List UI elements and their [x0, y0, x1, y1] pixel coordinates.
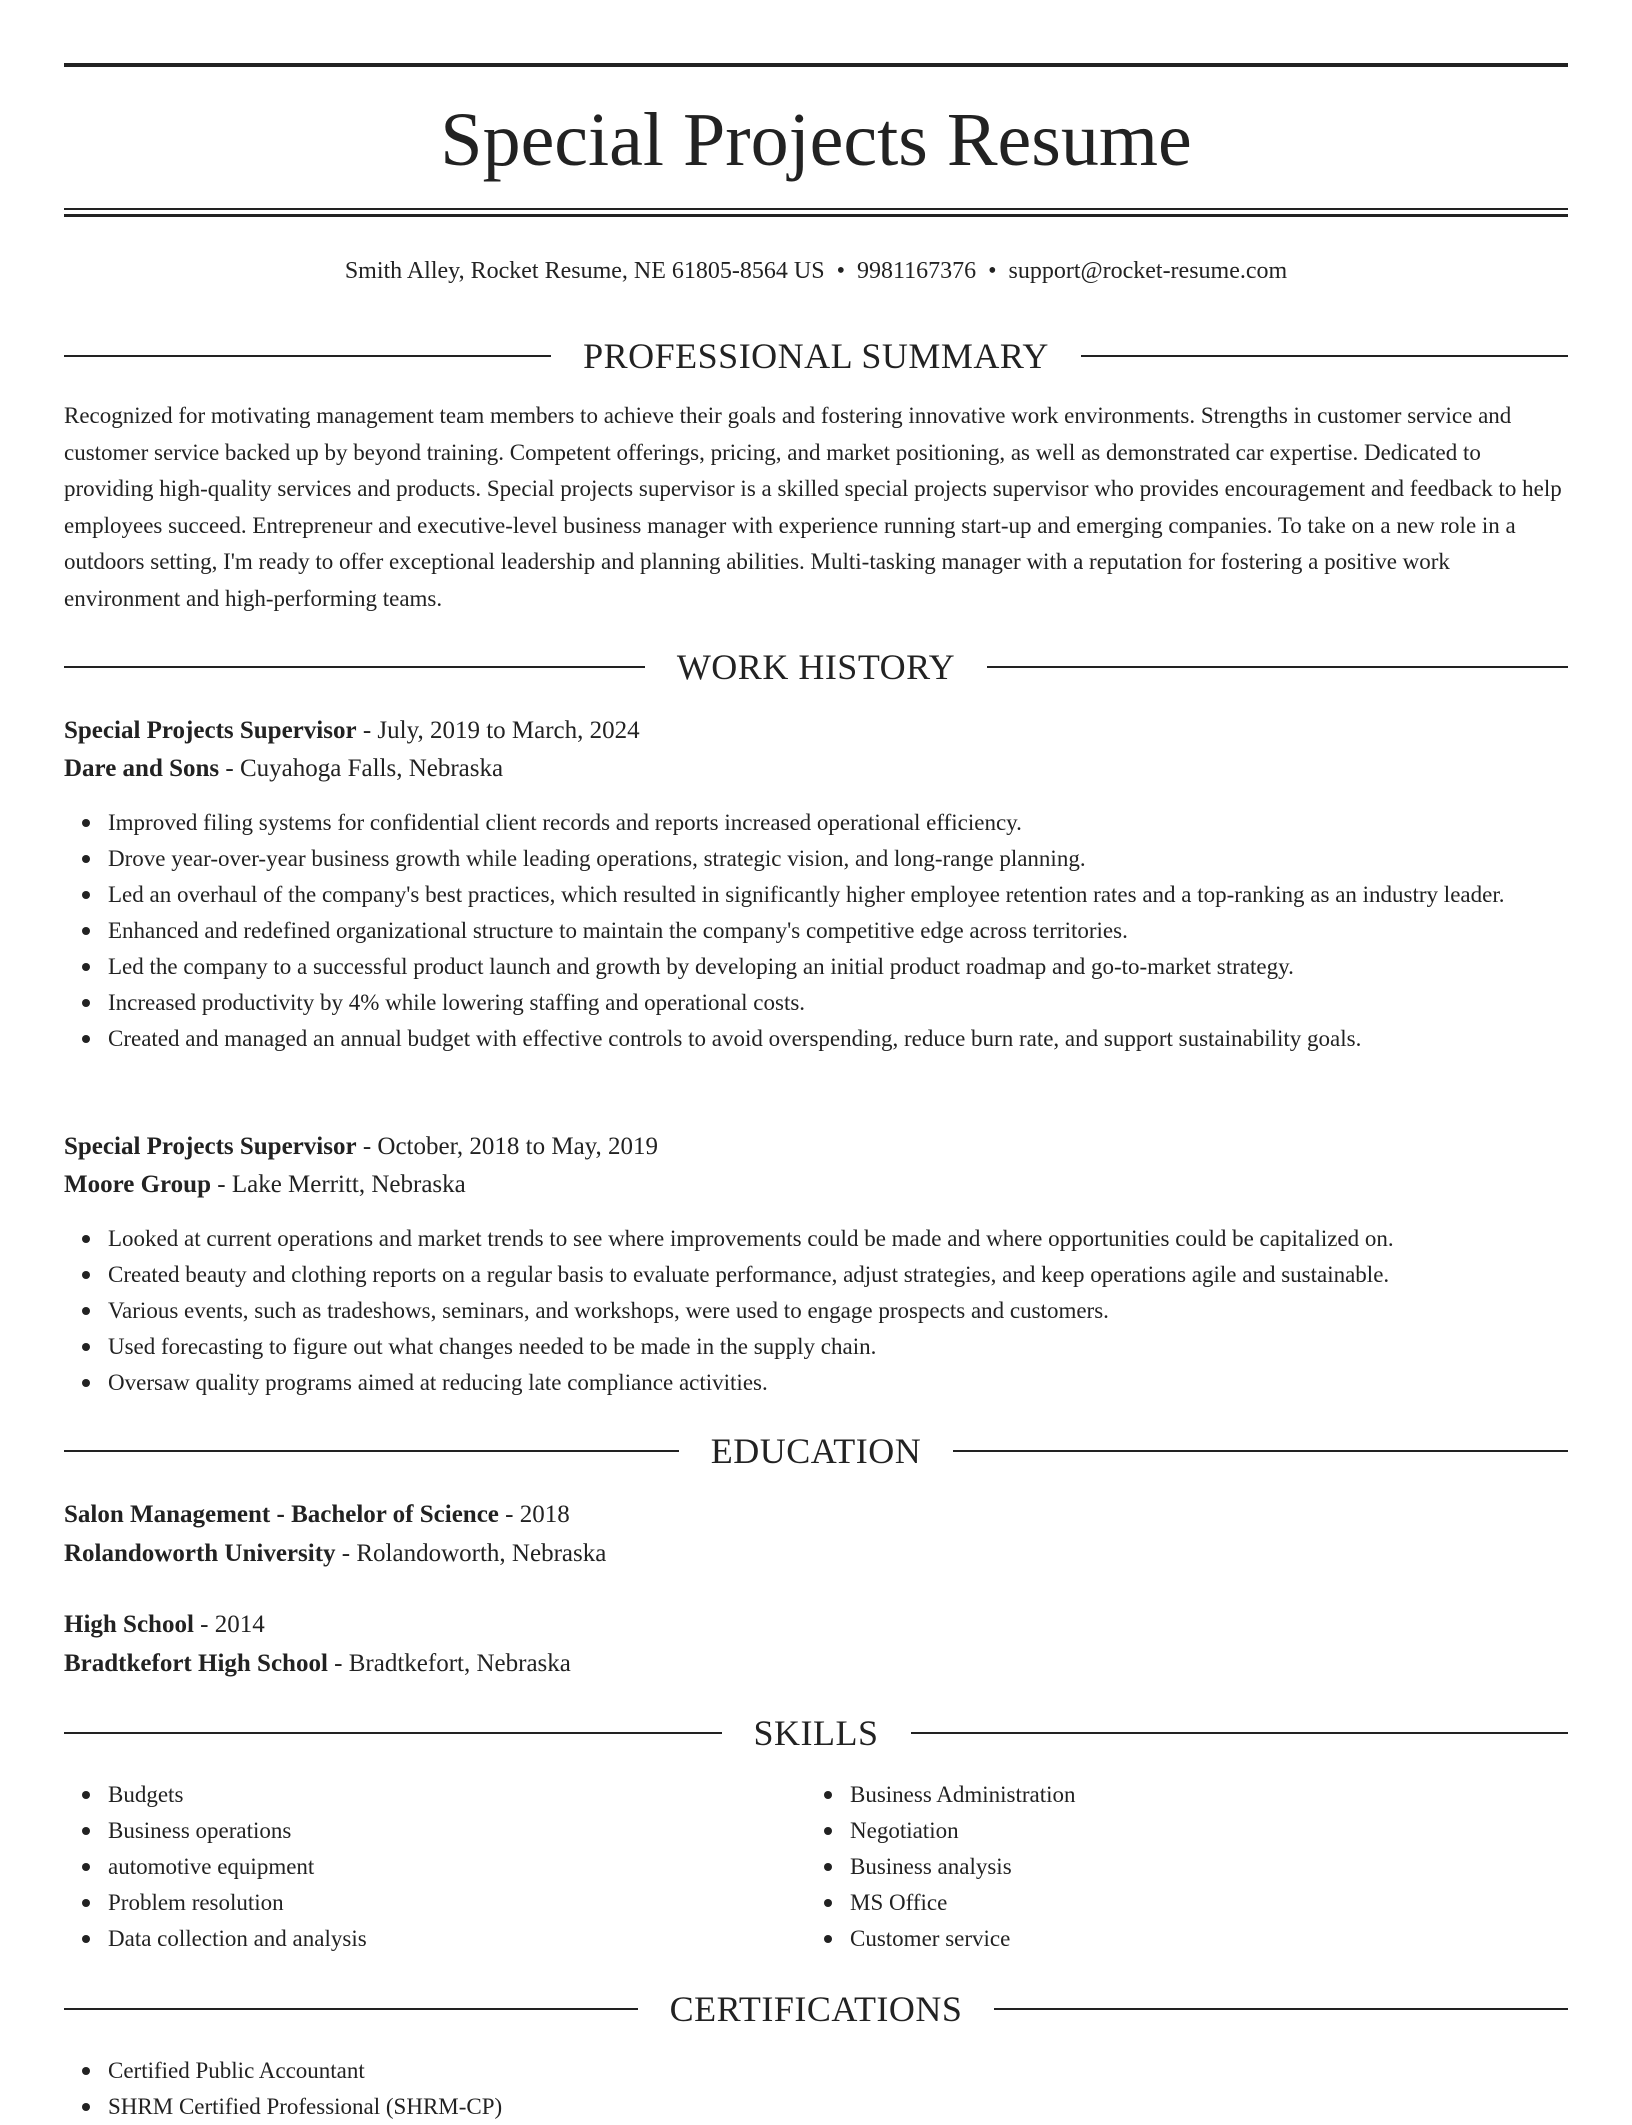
- job-location: - Lake Merritt, Nebraska: [211, 1171, 466, 1198]
- job-company: Dare and Sons: [64, 755, 220, 782]
- list-item: Drove year-over-year business growth while leading operations, strategic vision, and long-range planning.: [108, 841, 1568, 877]
- contact-line: [64, 254, 1568, 288]
- education-location: - Bradtkefort, Nebraska: [327, 1650, 571, 1677]
- list-item: Enhanced and redefined organizational structure to maintain the company's competitive edge across territories.: [108, 913, 1568, 949]
- education-degree: Salon Management - Bachelor of Science: [64, 1501, 499, 1528]
- skill-item: Customer service: [850, 1921, 1632, 1957]
- work-section-header: [64, 645, 1568, 689]
- list-item: Led an overhaul of the company's best practices, which resulted in significantly higher employee retention rates and a top-ranking as an industry leader.: [108, 877, 1568, 913]
- divider-line: [911, 1732, 1569, 1734]
- job-1-bullets: [64, 805, 1568, 1057]
- header-top-rule: [64, 63, 1568, 67]
- list-item: Increased productivity by 4% while lowering staffing and operational costs.: [108, 985, 1568, 1021]
- header-rule-1: [64, 208, 1568, 210]
- job-1-title-line: [64, 712, 1568, 750]
- education-heading: EDUCATION: [710, 1431, 922, 1471]
- list-item: Used forecasting to figure out what changes needed to be made in the supply chain.: [108, 1329, 1568, 1365]
- education-section-header: [64, 1429, 1568, 1473]
- divider-line: [994, 2008, 1568, 2010]
- skills-heading: SKILLS: [753, 1713, 879, 1753]
- contact-address: Smith Alley, Rocket Resume, NE 61805-8564 US: [344, 258, 825, 284]
- job-dates: - July, 2019 to March, 2024: [356, 717, 640, 744]
- work-heading: WORK HISTORY: [676, 647, 956, 687]
- divider-line: [64, 1732, 722, 1734]
- certification-item: SHRM Certified Professional (SHRM-CP): [108, 2089, 1568, 2125]
- education-school: Rolandoworth University: [64, 1540, 336, 1567]
- skill-item: Budgets: [108, 1777, 1568, 1813]
- divider-line: [64, 355, 551, 357]
- skill-item: Business analysis: [850, 1849, 1632, 1885]
- job-title: Special Projects Supervisor: [64, 1133, 357, 1160]
- summary-text: Recognized for motivating management team members to achieve their goals and fostering innovative work environments. Strengths in customer service and customer service backed up by beyond training. Competent offerings, pricing, and market positioning, as well as demonstrated car expertise. Dedicated to providing high-quality services and products. Special projects supervisor is a skilled special projects supervisor who provides encouragement and feedback to help employees succeed. Entrepreneur and executive-level business manager with experience running start-up and emerging companies. To take on a new role in a outdoors setting, I'm ready to offer exceptional leadership and planning abilities. Multi-tasking manager with a reputation for fostering a positive work environment and high-performing teams.: [64, 403, 1562, 611]
- job-title: Special Projects Supervisor: [64, 717, 357, 744]
- list-item: Led the company to a successful product launch and growth by developing an initial product roadmap and go-to-market strategy.: [108, 949, 1568, 985]
- divider-line: [64, 2008, 638, 2010]
- list-item: Created and managed an annual budget with effective controls to avoid overspending, reduce burn rate, and support sustainability goals.: [108, 1021, 1568, 1057]
- education-1-school-line: [64, 1535, 1568, 1573]
- contact-email[interactable]: support@rocket-resume.com: [1008, 258, 1288, 284]
- skills-section-header: [64, 1711, 1568, 1755]
- header-rule-2: [64, 214, 1568, 217]
- contact-separator: •: [836, 258, 845, 284]
- skill-item: Business Administration: [850, 1777, 1632, 1813]
- job-company: Moore Group: [64, 1171, 211, 1198]
- certification-item: Certified Public Accountant: [108, 2053, 1568, 2089]
- education-2-school-line: [64, 1645, 1568, 1683]
- summary-heading: PROFESSIONAL SUMMARY: [583, 336, 1049, 376]
- education-school: Bradtkefort High School: [64, 1650, 328, 1677]
- certifications-section-header: [64, 1987, 1568, 2031]
- job-2-bullets: [64, 1221, 1568, 1401]
- list-item: Various events, such as tradeshows, seminars, and workshops, were used to engage prospects and customers.: [108, 1293, 1568, 1329]
- contact-phone: 9981167376: [856, 258, 977, 284]
- list-item: Improved filing systems for confidential client records and reports increased operational efficiency.: [108, 805, 1568, 841]
- skill-item: Problem resolution: [108, 1885, 1568, 1921]
- job-location: - Cuyahoga Falls, Nebraska: [219, 755, 504, 782]
- education-location: - Rolandoworth, Nebraska: [335, 1540, 607, 1567]
- skills-list-right: [806, 1777, 1632, 1957]
- list-item: Created beauty and clothing reports on a regular basis to evaluate performance, adjust strategies, and keep operations agile and sustainable.: [108, 1257, 1568, 1293]
- education-degree: High School: [64, 1611, 194, 1638]
- summary-section-header: [64, 334, 1568, 378]
- resume-title: Special Projects Resume: [440, 98, 1192, 182]
- list-item: Oversaw quality programs aimed at reducing late compliance activities.: [108, 1365, 1568, 1401]
- education-year: - 2014: [193, 1611, 265, 1638]
- skill-item: Business operations: [108, 1813, 1568, 1849]
- divider-line: [953, 1450, 1568, 1452]
- job-1-company-line: [64, 750, 1568, 788]
- skill-item: Data collection and analysis: [108, 1921, 1568, 1957]
- divider-line: [64, 1450, 679, 1452]
- certifications-list: [64, 2053, 1568, 2125]
- divider-line: [987, 666, 1568, 668]
- skill-item: automotive equipment: [108, 1849, 1568, 1885]
- job-2-title-line: [64, 1128, 1568, 1166]
- job-dates: - October, 2018 to May, 2019: [356, 1133, 659, 1160]
- education-year: - 2018: [498, 1501, 570, 1528]
- list-item: Looked at current operations and market trends to see where improvements could be made and where opportunities could be capitalized on.: [108, 1221, 1568, 1257]
- divider-line: [1081, 355, 1568, 357]
- divider-line: [64, 666, 645, 668]
- skill-item: MS Office: [850, 1885, 1632, 1921]
- certifications-heading: CERTIFICATIONS: [669, 1989, 963, 2029]
- education-2-degree-line: [64, 1606, 1568, 1644]
- job-2-company-line: [64, 1166, 1568, 1204]
- skill-item: Negotiation: [850, 1813, 1632, 1849]
- contact-separator: •: [988, 258, 997, 284]
- education-1-degree-line: [64, 1496, 1568, 1534]
